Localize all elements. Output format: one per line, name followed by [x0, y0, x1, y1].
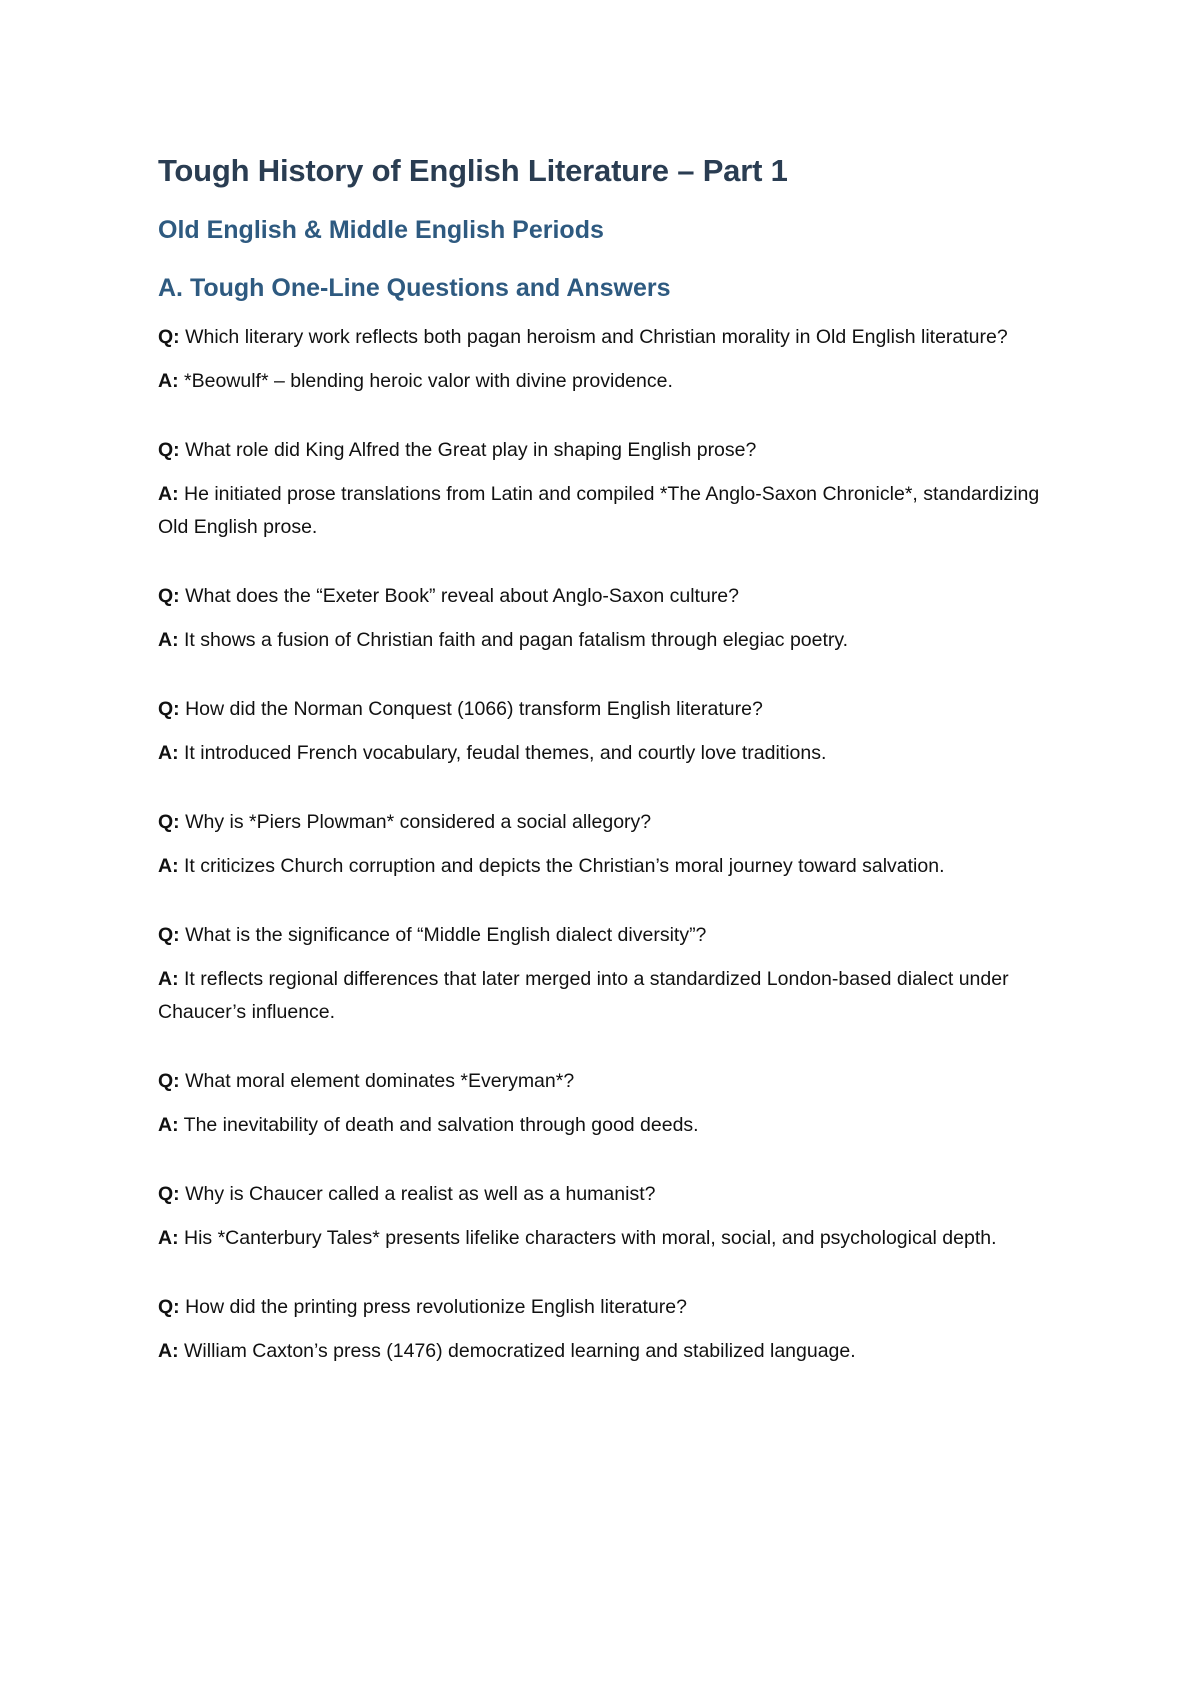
document-subtitle: Old English & Middle English Periods — [158, 216, 604, 244]
answer-text: His *Canterbury Tales* presents lifelike characters with moral, social, and psychological depth. — [184, 1227, 997, 1249]
answer-label: A: — [158, 483, 179, 505]
document-title: Tough History of English Literature – Part 1 — [158, 153, 788, 188]
answer-text: The inevitability of death and salvation through good deeds. — [183, 1114, 699, 1136]
question-text: What role did King Alfred the Great play in shaping English prose? — [185, 439, 757, 461]
question-label: Q: — [158, 1070, 180, 1092]
answer-label: A: — [158, 855, 179, 877]
answer-text: William Caxton’s press (1476) democratized learning and stabilized language. — [184, 1340, 856, 1362]
qa-item — [158, 1291, 1058, 1368]
qa-item — [158, 919, 1058, 1029]
answer — [158, 1109, 1058, 1142]
question-text: Why is *Piers Plowman* considered a social allegory? — [185, 811, 652, 833]
answer-text: It reflects regional differences that later merged into a standardized London-based dialect under Chaucer’s influence. — [158, 968, 1009, 1023]
question — [158, 1291, 1058, 1324]
question — [158, 434, 1058, 467]
question-label: Q: — [158, 698, 180, 720]
answer-text: He initiated prose translations from Latin and compiled *The Anglo-Saxon Chronicle*, standardizing Old English prose. — [158, 483, 1040, 538]
question-text: Why is Chaucer called a realist as well as a humanist? — [185, 1183, 656, 1205]
answer-label: A: — [158, 1114, 179, 1136]
answer-text: It introduced French vocabulary, feudal themes, and courtly love traditions. — [184, 742, 827, 764]
answer-label: A: — [158, 370, 179, 392]
answer — [158, 624, 1058, 657]
answer-text: It shows a fusion of Christian faith and pagan fatalism through elegiac poetry. — [184, 629, 849, 651]
answer — [158, 850, 1058, 883]
answer — [158, 478, 1058, 544]
answer-label: A: — [158, 1227, 179, 1249]
question-label: Q: — [158, 439, 180, 461]
qa-item — [158, 434, 1058, 544]
question — [158, 806, 1058, 839]
question-label: Q: — [158, 1183, 180, 1205]
answer-label: A: — [158, 742, 179, 764]
question — [158, 919, 1058, 952]
question-text: What does the “Exeter Book” reveal about Anglo-Saxon culture? — [185, 585, 739, 607]
answer-text: It criticizes Church corruption and depicts the Christian’s moral journey toward salvation. — [184, 855, 945, 877]
answer-text: *Beowulf* – blending heroic valor with divine providence. — [184, 370, 673, 392]
answer-label: A: — [158, 968, 179, 990]
question-label: Q: — [158, 585, 180, 607]
qa-item — [158, 1065, 1058, 1142]
question-text: What is the significance of “Middle English dialect diversity”? — [185, 924, 707, 946]
qa-list — [158, 321, 1058, 1368]
qa-item — [158, 1178, 1058, 1255]
qa-item — [158, 806, 1058, 883]
question-label: Q: — [158, 326, 180, 348]
question — [158, 1178, 1058, 1211]
section-heading: A. Tough One-Line Questions and Answers — [158, 274, 671, 302]
question — [158, 580, 1058, 613]
question-text: How did the printing press revolutionize English literature? — [185, 1296, 687, 1318]
question — [158, 321, 1058, 354]
answer — [158, 1335, 1058, 1368]
answer — [158, 963, 1058, 1029]
question-text: Which literary work reflects both pagan heroism and Christian morality in Old English literature? — [185, 326, 1008, 348]
document-page — [158, 150, 1058, 1404]
question — [158, 1065, 1058, 1098]
question-label: Q: — [158, 924, 180, 946]
answer-label: A: — [158, 1340, 179, 1362]
qa-item — [158, 321, 1058, 398]
question-text: What moral element dominates *Everyman*? — [185, 1070, 575, 1092]
answer — [158, 365, 1058, 398]
question — [158, 693, 1058, 726]
question-text: How did the Norman Conquest (1066) transform English literature? — [185, 698, 763, 720]
answer — [158, 737, 1058, 770]
qa-item — [158, 693, 1058, 770]
qa-item — [158, 580, 1058, 657]
question-label: Q: — [158, 811, 180, 833]
answer — [158, 1222, 1058, 1255]
question-label: Q: — [158, 1296, 180, 1318]
answer-label: A: — [158, 629, 179, 651]
